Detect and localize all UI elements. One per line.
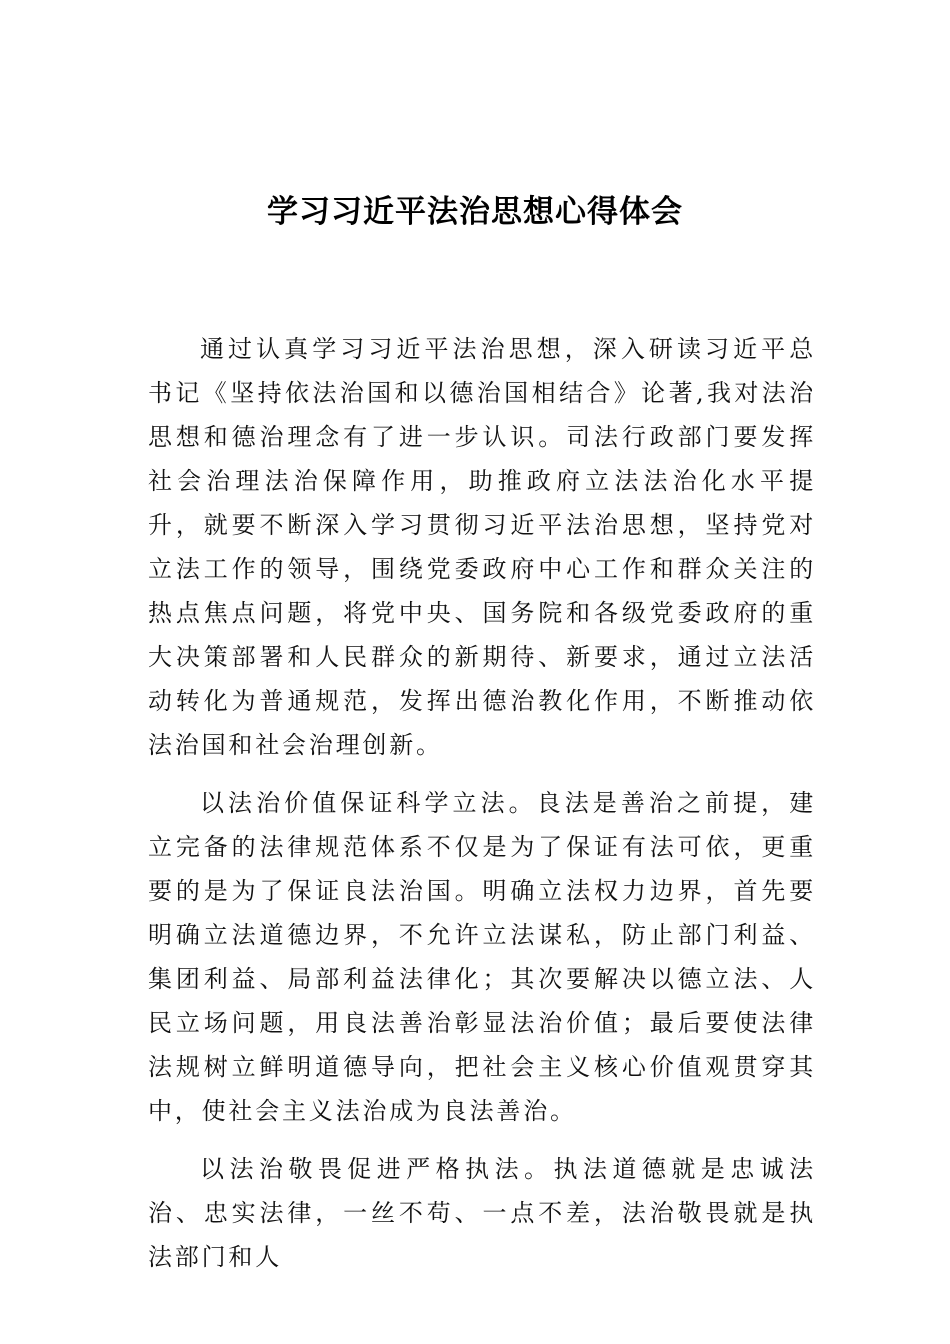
document-body <box>148 327 816 1279</box>
paragraph-legislation: 以法治价值保证科学立法。良法是善治之前提，建立完备的法律规范体系不仅是为了保证有法可依，更重要的是为了保证良法治国。明确立法权力边界，首先要明确立法道德边界，不允许立法谋私，防止部门利益、集团利益、局部利益法律化；其次要解决以德立法、人民立场问题，用良法善治彰显法治价值；最后要使法律法规树立鲜明道德导向，把社会主义核心价值观贯穿其中，使社会主义法治成为良法善治。 <box>148 789 816 1125</box>
paragraph-enforcement: 以法治敬畏促进严格执法。执法道德就是忠诚法治、忠实法律，一丝不苟、一点不差，法治敬畏就是执法部门和人 <box>148 1155 816 1271</box>
document-title: 学习习近平法治思想心得体会 <box>267 194 683 230</box>
paragraph-intro: 通过认真学习习近平法治思想，深入研读习近平总书记《坚持依法治国和以德治国相结合》论著,我对法治思想和德治理念有了进一步认识。司法行政部门要发挥社会治理法治保障作用，助推政府立法法治化水平提升，就要不断深入学习贯彻习近平法治思想，坚持党对立法工作的领导，围绕党委政府中心工作和群众关注的热点焦点问题，将党中央、国务院和各级党委政府的重大决策部署和人民群众的新期待、新要求，通过立法活动转化为普通规范，发挥出德治教化作用，不断推动依法治国和社会治理创新。 <box>148 335 816 759</box>
